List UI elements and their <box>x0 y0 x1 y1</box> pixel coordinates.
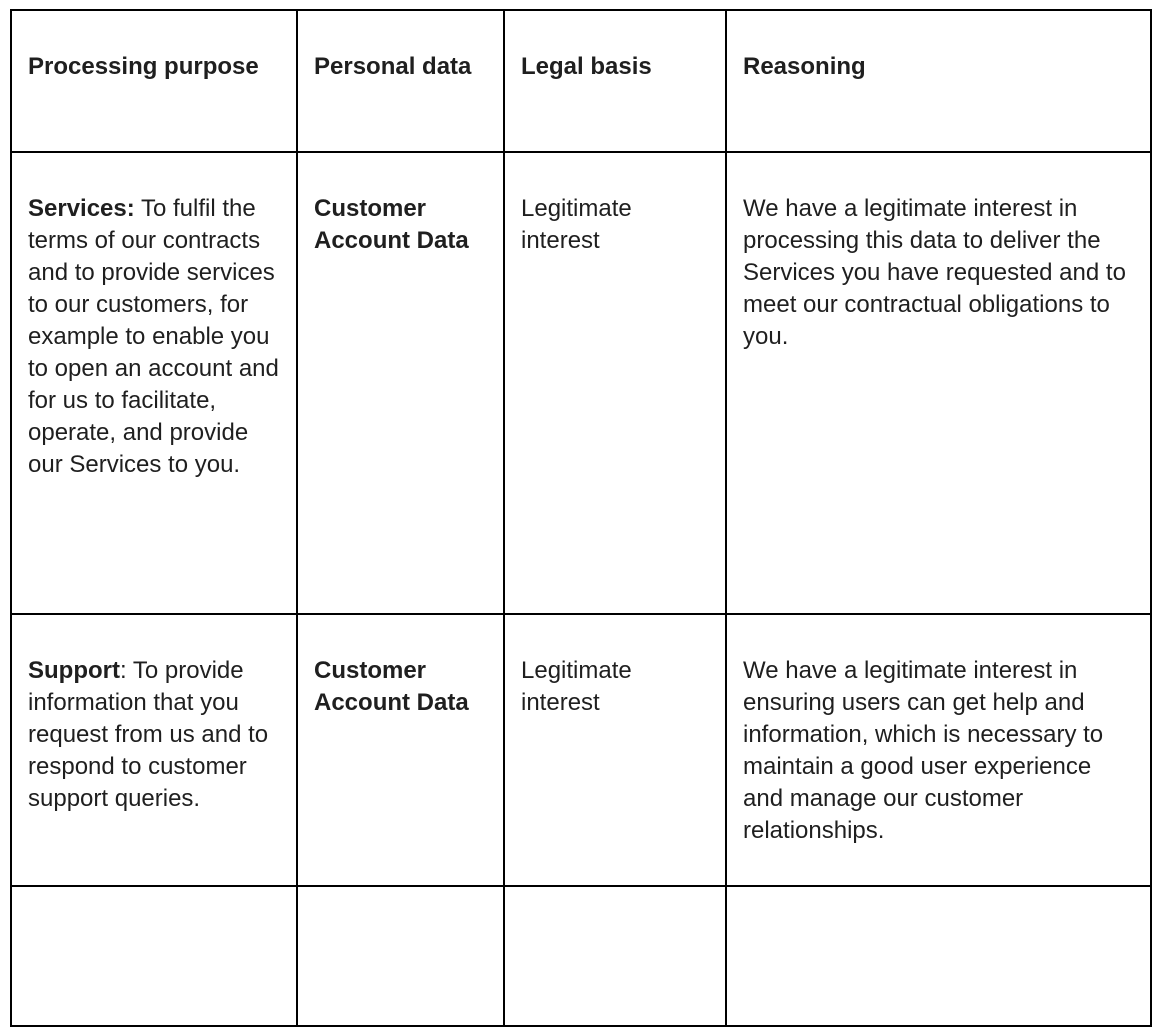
purpose-cell <box>11 614 297 886</box>
header-legal-basis: Legal basis <box>504 10 726 152</box>
reasoning-cell: We have a legitimate interest in ensuring users can get help and information, which is necessary to maintain a good user experience and manage our customer relationships. <box>726 614 1151 886</box>
header-reasoning: Reasoning <box>726 10 1151 152</box>
empty-cell <box>504 886 726 1026</box>
personal-data-cell <box>297 152 504 614</box>
table-row <box>11 152 1151 614</box>
header-personal-data: Personal data <box>297 10 504 152</box>
purpose-text: : To provide information that you request from us and to respond to customer support queries. <box>28 657 269 812</box>
empty-cell <box>11 886 297 1026</box>
purpose-text: To fulfil the terms of our contracts and to provide services to our customers, for example to enable you to open an account and for us to facilitate, operate, and provide our Services to you. <box>28 195 279 478</box>
table-row <box>11 614 1151 886</box>
header-processing-purpose: Processing purpose <box>11 10 297 152</box>
empty-cell <box>297 886 504 1026</box>
personal-data-cell <box>297 614 504 886</box>
purpose-cell <box>11 152 297 614</box>
legal-basis-cell: Legitimate interest <box>504 152 726 614</box>
personal-data-text: Customer Account Data <box>314 195 469 254</box>
empty-cell <box>726 886 1151 1026</box>
reasoning-cell: We have a legitimate interest in processing this data to deliver the Services you have requested and to meet our contractual obligations to you. <box>726 152 1151 614</box>
purpose-title: Support <box>28 657 120 684</box>
table-header-row <box>11 10 1151 152</box>
processing-purposes-table <box>10 9 1152 1027</box>
table-row-partial <box>11 886 1151 1026</box>
personal-data-text: Customer Account Data <box>314 657 469 716</box>
purpose-title: Services: <box>28 195 135 222</box>
legal-basis-cell: Legitimate interest <box>504 614 726 886</box>
